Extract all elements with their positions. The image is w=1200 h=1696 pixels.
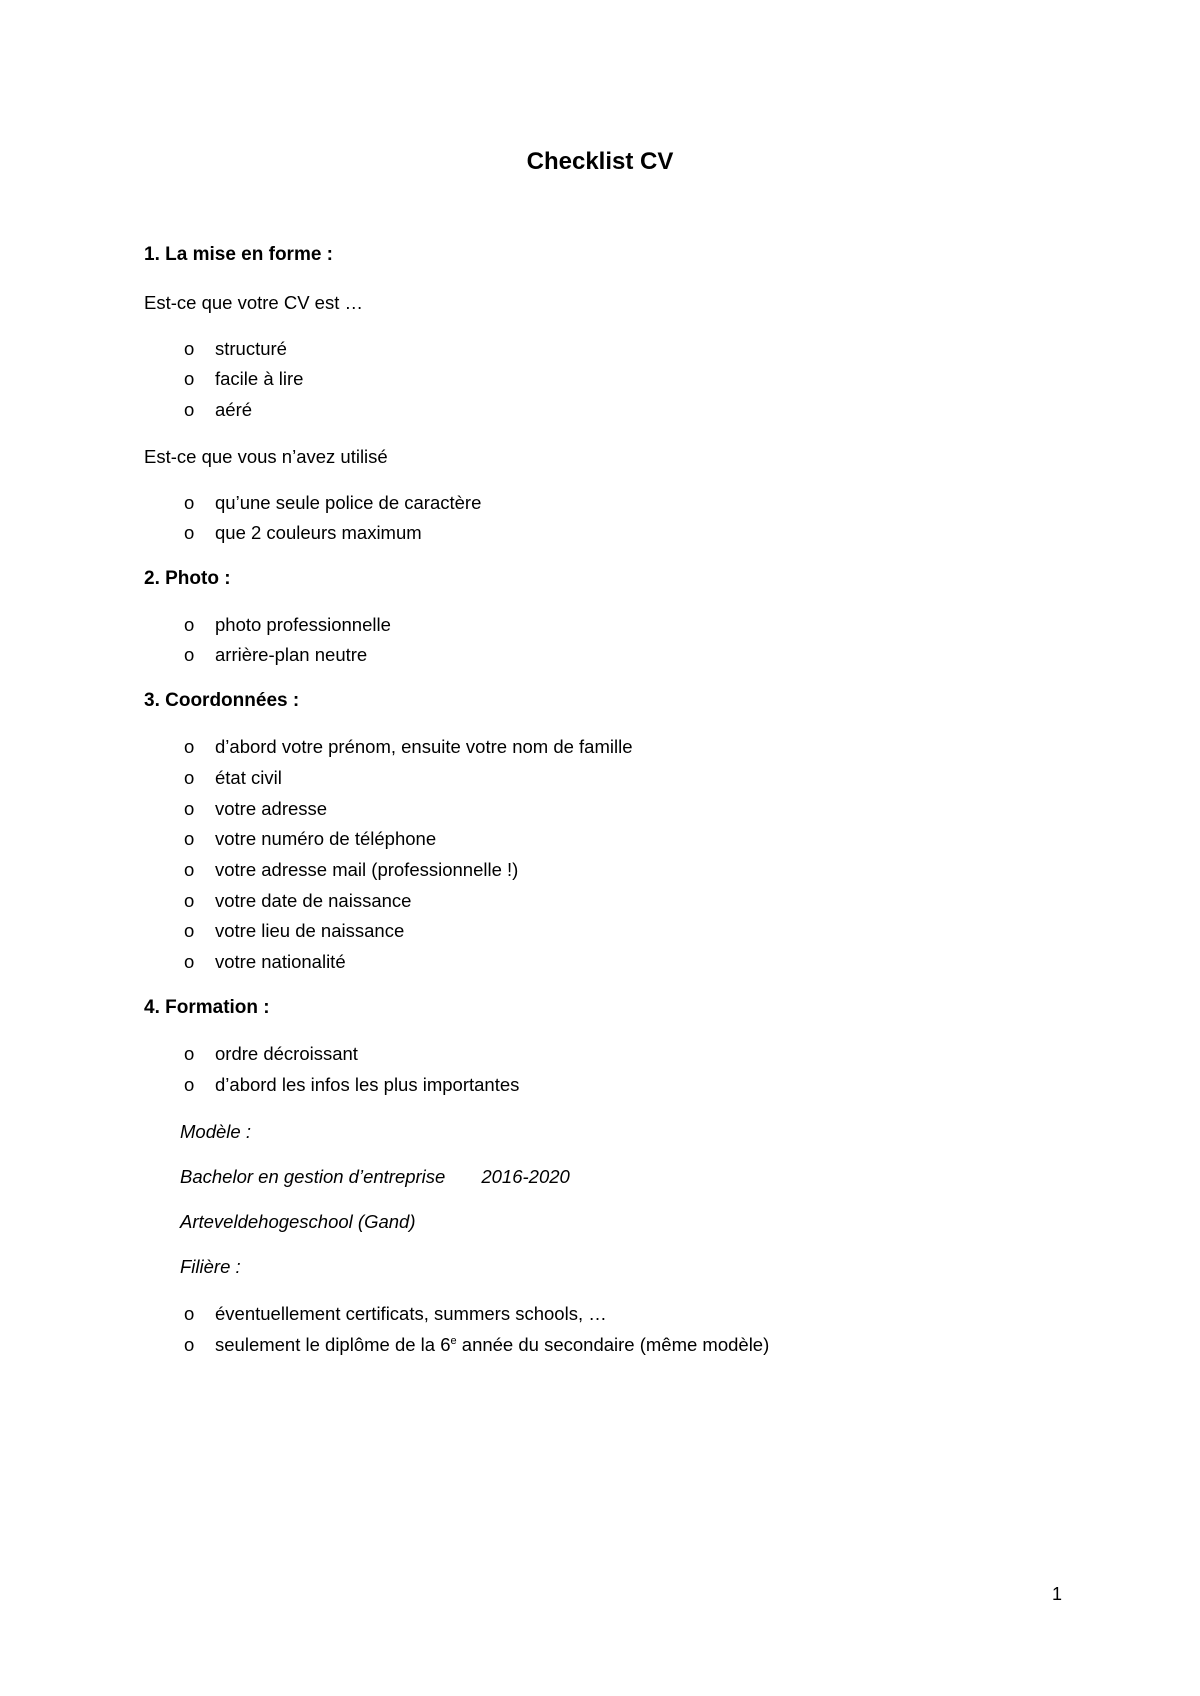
bullet-marker: o — [184, 1303, 195, 1324]
model-label: Modèle : — [180, 1121, 251, 1142]
model-years: 2016-2020 — [481, 1166, 570, 1187]
list-item: o facile à lire — [184, 368, 304, 389]
model-field: Filière : — [180, 1256, 241, 1277]
model-school: Arteveldehogeschool (Gand) — [180, 1211, 416, 1232]
bullet-marker: o — [184, 614, 195, 635]
section-heading-photo: 2. Photo : — [144, 568, 231, 589]
bullet-marker: o — [184, 859, 195, 880]
bullet-marker: o — [184, 1043, 195, 1064]
list-item: o votre adresse — [184, 798, 328, 819]
list-item: o ordre décroissant — [184, 1043, 358, 1064]
bullet-marker: o — [184, 920, 195, 941]
list-item: o votre adresse mail (professionnelle !) — [184, 859, 519, 880]
bullet-marker: o — [184, 522, 195, 543]
bullet-marker: o — [184, 798, 195, 819]
list-item: o arrière-plan neutre — [184, 644, 368, 665]
bullet-marker: o — [184, 890, 195, 911]
bullet-marker: o — [184, 1074, 195, 1095]
bullet-marker: o — [184, 767, 195, 788]
bullet-marker: o — [184, 368, 195, 389]
list-item: o votre nationalité — [184, 951, 346, 972]
bullet-marker: o — [184, 399, 195, 420]
list-item: o seulement le diplôme de la 6e année du secondaire (même modèle) — [184, 1334, 770, 1355]
list-item: o votre lieu de naissance — [184, 920, 405, 941]
section-heading-mise-en-forme: 1. La mise en forme : — [144, 244, 334, 265]
bullet-marker: o — [184, 736, 195, 757]
model-degree: Bachelor en gestion d’entreprise — [180, 1166, 446, 1187]
bullet-marker: o — [184, 338, 195, 359]
document-title: Checklist CV — [526, 148, 674, 175]
intro-text-cv: Est-ce que votre CV est … — [144, 292, 364, 313]
model-degree-line — [180, 1166, 570, 1188]
section-heading-coordonnees: 3. Coordonnées : — [144, 690, 300, 711]
section-heading-formation: 4. Formation : — [144, 997, 270, 1018]
page-number: 1 — [1052, 1584, 1063, 1604]
list-item: o état civil — [184, 767, 282, 788]
list-item: o votre date de naissance — [184, 890, 412, 911]
list-item: o votre numéro de téléphone — [184, 828, 437, 849]
bullet-marker: o — [184, 951, 195, 972]
bullet-marker: o — [184, 828, 195, 849]
list-item: o éventuellement certificats, summers schools, … — [184, 1303, 607, 1324]
list-item: o structuré — [184, 338, 287, 359]
list-item: o d’abord votre prénom, ensuite votre nom de famille — [184, 736, 633, 757]
bullet-marker: o — [184, 1334, 195, 1355]
intro-text-utilise: Est-ce que vous n’avez utilisé — [144, 446, 388, 467]
list-item: o photo professionnelle — [184, 614, 391, 635]
bullet-marker: o — [184, 644, 195, 665]
bullet-marker: o — [184, 492, 195, 513]
list-item: o aéré — [184, 399, 253, 420]
list-item: o qu’une seule police de caractère — [184, 492, 482, 513]
list-item: o que 2 couleurs maximum — [184, 522, 422, 543]
list-item: o d’abord les infos les plus importantes — [184, 1074, 520, 1095]
